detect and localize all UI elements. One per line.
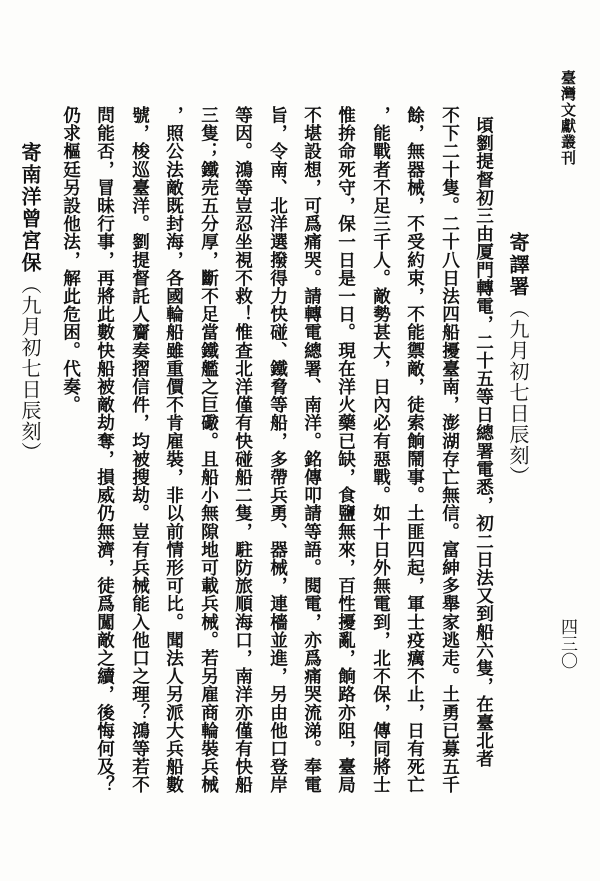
body-line: 惟拚命死守，保一日是一日。現在洋火藥已缺，食鹽無來，百性擾亂，餉路亦阻，臺局: [335, 106, 357, 794]
telegram-title-text: 寄南洋曾宮保: [18, 142, 42, 274]
journal-header: 臺灣文獻叢刊: [559, 70, 577, 166]
body-line: 仍求樞廷另設他法，解此危困。代奏。: [60, 106, 82, 414]
page-number: 四三〇: [557, 618, 577, 669]
telegram-date: （九月初七日辰刻）: [506, 298, 530, 487]
body-line: 問能否，冒昧行事，再將此數快船被敵劫奪，損威仍無濟，徒爲闖敵之續，後悔何及？: [94, 106, 116, 794]
body-line: 不下二十隻。二十八日法四船擾臺南，澎湖存亡無信。富紳多舉家逃走。土勇已募五千: [439, 106, 461, 794]
body-line: 旨，令南、北洋選撥得力快碰、鐵脅等船，多帶兵勇、器械，連檣並進，另由他口登岸: [267, 106, 289, 794]
body-line: 三隻；鐵売五分厚，斷不足當鐵艦之巨礮。且船小無隙地可載兵械。若另雇商輪裝兵械: [198, 106, 220, 794]
body-line: ，能戰者不足三千人。敵勢甚大，日內必有惡戰。如十日外無電到，北不保，傳同將士: [370, 106, 392, 794]
telegram-date: （九月初七日辰刻）: [18, 274, 42, 463]
telegram-title-text: 寄譯署: [506, 232, 530, 298]
body-line: 等因。鴻等豈忍坐視不救！惟查北洋僅有快碰船二隻，駐防旅順海口，南洋亦僅有快船: [232, 106, 254, 794]
body-line: 餘，無器械，不受約束，不能禦敵，徒索餉鬧事。土匪四起，軍士疫癘不止，日有死亡: [404, 106, 426, 794]
body-line: 頃劉提督初三由厦門轉電，二十五等日總署電悉，初二日法又到船六隻，在臺北者: [473, 116, 495, 768]
body-line: 號，梭巡臺洋。劉提督託人齎奏摺信件，均被搜劫。豈有兵械能入他口之理？鴻等若不: [129, 106, 151, 794]
telegram-title: [508, 232, 528, 487]
telegram-title: [20, 142, 40, 463]
body-line: ，照公法敵既封海，各國輪船雖重價不肯雇裝，非以前情形可比。聞法人另派大兵船數: [163, 106, 185, 794]
body-line: 不堪設想，可爲痛哭。請轉電總署、南洋。銘傳叩請等語。閱電，亦爲痛哭流涕。奉電: [301, 106, 323, 794]
